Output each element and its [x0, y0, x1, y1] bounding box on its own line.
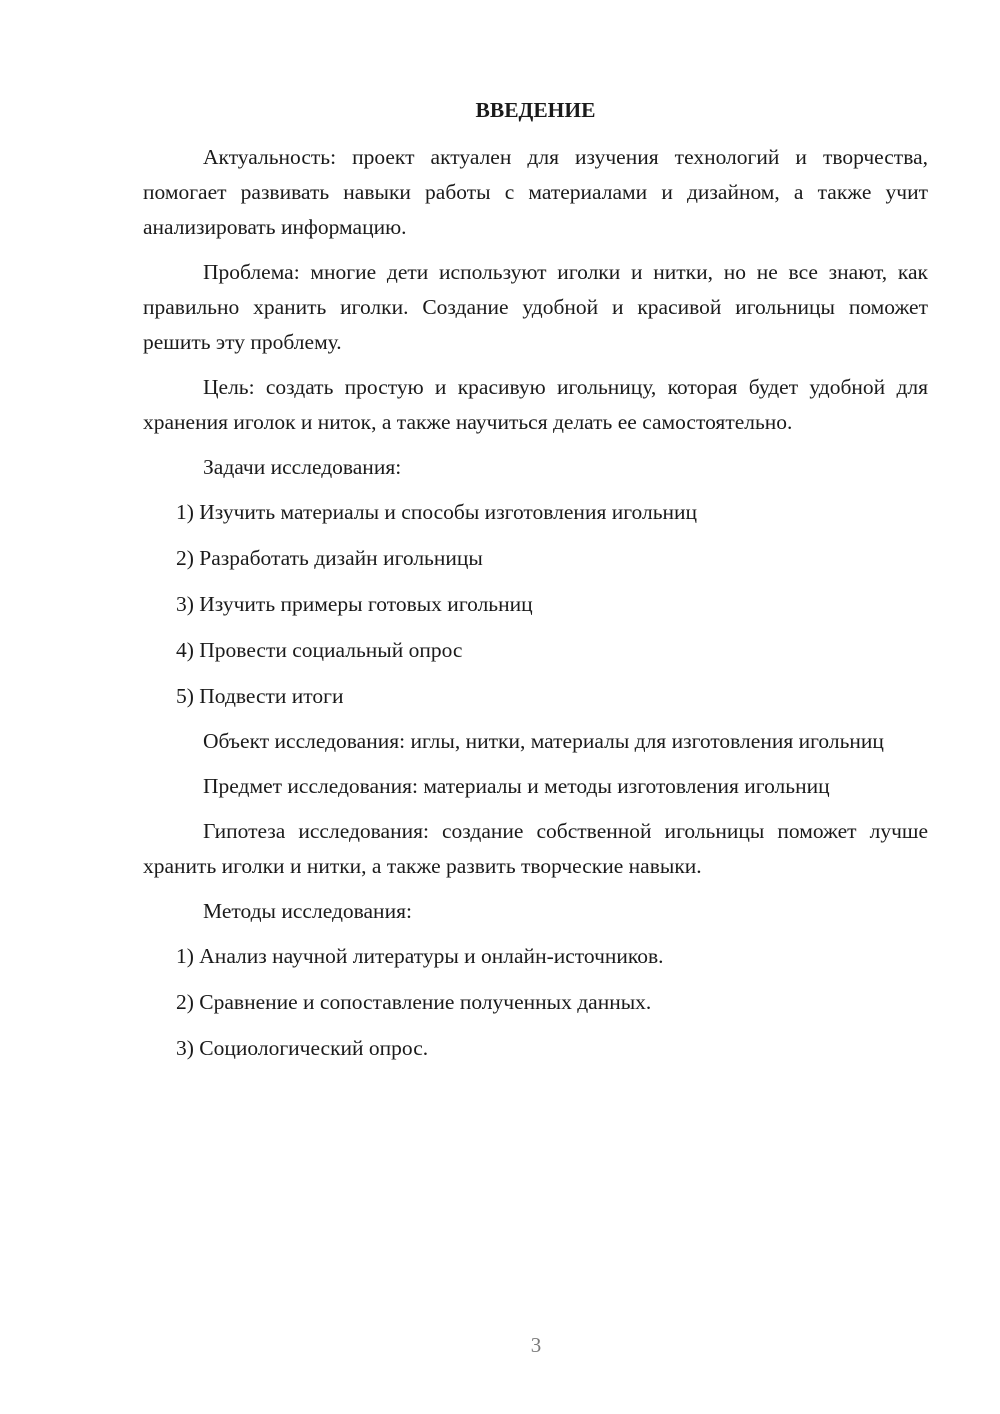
task-item: 3) Изучить примеры готовых игольниц [176, 592, 533, 616]
methods-label: Методы исследования: [203, 899, 412, 923]
goal-paragraph: Цель: создать простую и красивую игольницу, которая будет удобной для хранения иголок и ниток, а также научиться делать ее самостоятельно. [143, 375, 928, 434]
methods-list [143, 939, 928, 1066]
section-title: ВВЕДЕНИЕ [475, 98, 596, 122]
task-item: 5) Подвести итоги [176, 684, 344, 708]
tasks-list [143, 495, 928, 714]
document-page [143, 92, 928, 1076]
task-item: 1) Изучить материалы и способы изготовления игольниц [176, 500, 698, 524]
method-item: 3) Социологический опрос. [176, 1036, 429, 1060]
relevance-paragraph: Актуальность: проект актуален для изучения технологий и творчества, помогает развивать навыки работы с материалами и дизайном, а также учит анализировать информацию. [143, 145, 928, 239]
subject-paragraph: Предмет исследования: материалы и методы изготовления игольниц [203, 774, 830, 798]
method-item: 1) Анализ научной литературы и онлайн-источников. [176, 944, 664, 968]
object-paragraph: Объект исследования: иглы, нитки, материалы для изготовления игольниц [203, 729, 884, 753]
page-number: 3 [530, 1333, 542, 1357]
task-item: 4) Провести социальный опрос [176, 638, 463, 662]
tasks-label: Задачи исследования: [203, 455, 402, 479]
hypothesis-paragraph: Гипотеза исследования: создание собственной игольницы поможет лучше хранить иголки и нитки, а также развить творческие навыки. [143, 819, 928, 878]
task-item: 2) Разработать дизайн игольницы [176, 546, 483, 570]
method-item: 2) Сравнение и сопоставление полученных данных. [176, 990, 652, 1014]
problem-paragraph: Проблема: многие дети используют иголки и нитки, но не все знают, как правильно хранить иголки. Создание удобной и красивой игольницы поможет решить эту проблему. [143, 260, 928, 354]
